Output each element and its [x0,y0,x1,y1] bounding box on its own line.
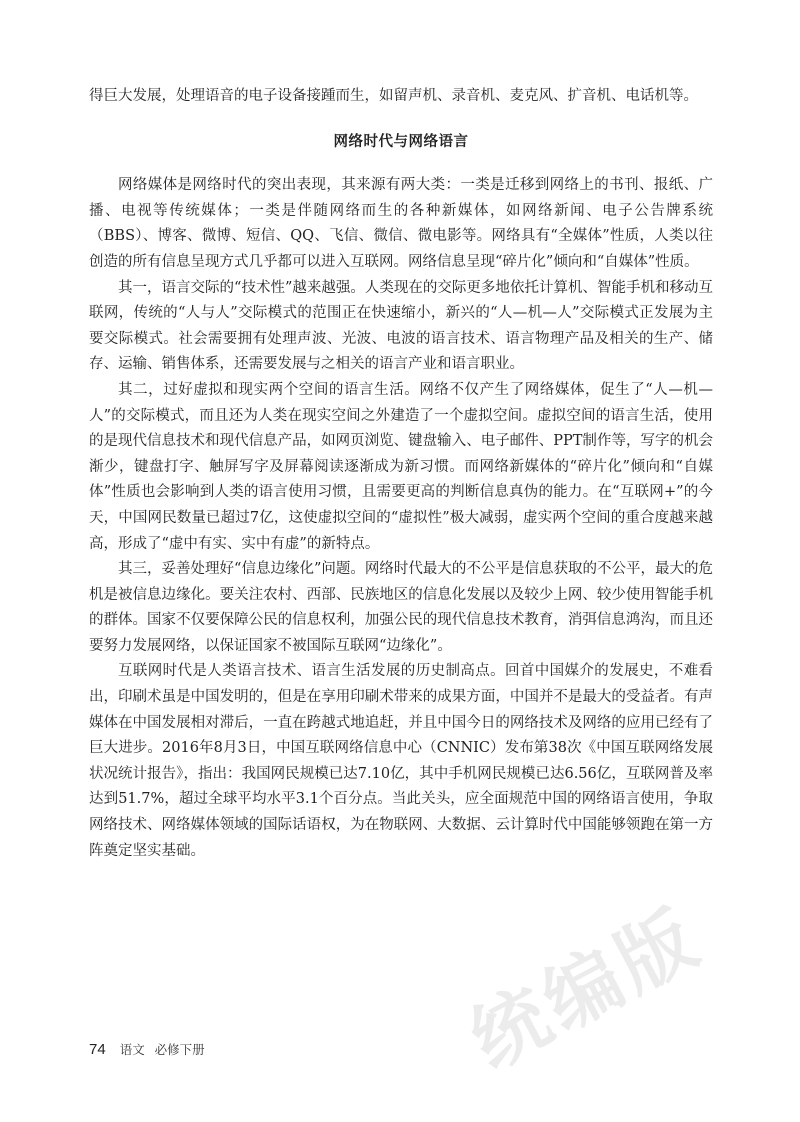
body-paragraph-4: 其三，妥善处理好“信息边缘化”问题。网络时代最大的不公平是信息获取的不公平，最大的危机是被信息边缘化。要关注农村、西部、民族地区的信息化发展以及较少上网、较少使用智能手机的群体。国家不仅要保障公民的信息权利，加强公民的现代信息技术教育，消弭信息鸿沟，而且还要努力发展网络，以保证国家不被国际互联网“边缘化”。 [89,561,713,654]
book-title: 语文 必修下册 [119,1042,205,1057]
page-number: 74 [89,1041,106,1058]
lead-paragraph: 得巨大发展，处理语音的电子设备接踵而生，如留声机、录音机、麦克风、扩音机、电话机等。 [89,88,698,104]
section-heading: 网络时代与网络语言 [333,133,469,150]
body-paragraph-5: 互联网时代是人类语言技术、语言生活发展的历史制高点。回首中国媒介的发展史，不难看出，印刷术虽是中国发明的，但是在享用印刷术带来的成果方面，中国并不是最大的受益者。有声媒体在中国发展相对滞后，一直在跨越式地追赶，并且中国今日的网络技术及网络的应用已经有了巨大进步。2016年8月3日，中国互联网络信息中心（CNNIC）发布第38次《中国互联网络发展状况统计报告》，指出：我国网民规模已达7.10亿，其中手机网民规模已达6.56亿，互联网普及率达到51.7%，超过全球平均水平3.1个百分点。当此关头，应全面规范中国的网络语言使用，争取网络技术、网络媒体领域的国际话语权，为在物联网、大数据、云计算时代中国能够领跑在第一方阵奠定坚实基础。 [89,663,713,859]
body-paragraph-2: 其一，语言交际的“技术性”越来越强。人类现在的交际更多地依托计算机、智能手机和移动互联网，传统的“人与人”交际模式的范围正在快速缩小，新兴的“人—机—人”交际模式正发展为主要交际模式。社会需要拥有处理声波、光波、电波的语言技术、语言物理产品及相关的生产、储存、运输、销售体系，还需要发展与之相关的语言产业和语言职业。 [89,279,713,373]
page-footer [89,1040,205,1058]
edition-watermark: 统编版 [456,891,716,1086]
body-paragraph-1: 网络媒体是网络时代的突出表现，其来源有两大类：一类是迁移到网络上的书刊、报纸、广播、电视等传统媒体；一类是伴随网络而生的各种新媒体，如网络新闻、电子公告牌系统（BBS）、博客、微博、短信、QQ、飞信、微信、微电影等。网络具有“全媒体”性质，人类以往创造的所有信息呈现方式几乎都可以进入互联网。网络信息呈现“碎片化”倾向和“自媒体”性质。 [89,177,713,270]
page-body [89,84,713,864]
body-paragraph-3: 其二，过好虚拟和现实两个空间的语言生活。网络不仅产生了网络媒体，促生了“人—机—人”的交际模式，而且还为人类在现实空间之外建造了一个虚拟空间。虚拟空间的语言生活，使用的是现代信息技术和现代信息产品，如网页浏览、键盘输入、电子邮件、PPT制作等，写字的机会渐少，键盘打字、触屏写字及屏幕阅读逐渐成为新习惯。而网络新媒体的“碎片化”倾向和“自媒体”性质也会影响到人类的语言使用习惯，且需要更高的判断信息真伪的能力。在“互联网+”的今天，中国网民数量已超过7亿，这使虚拟空间的“虚拟性”极大减弱，虚实两个空间的重合度越来越高，形成了“虚中有实、实中有虚”的新特点。 [89,381,713,552]
